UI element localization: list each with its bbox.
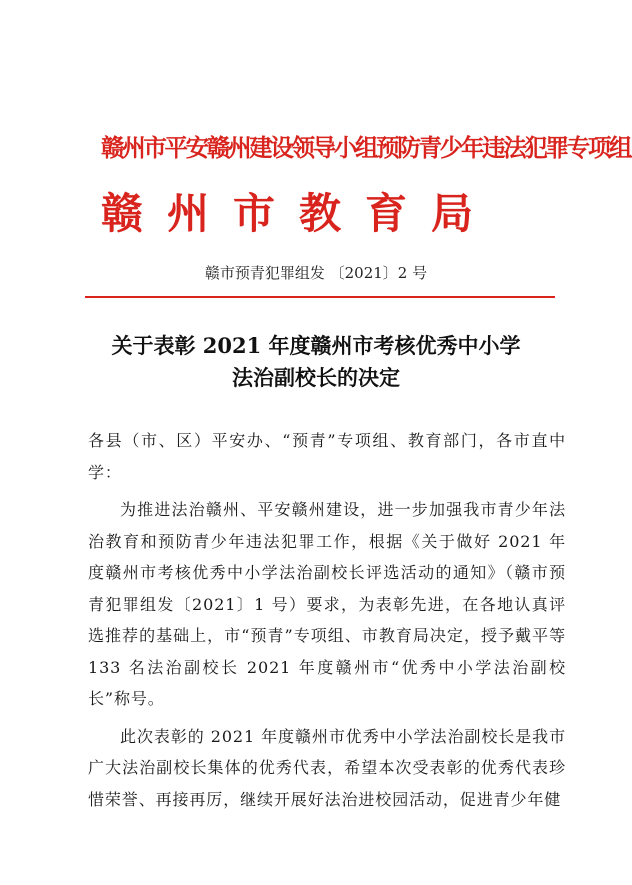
body-paragraph-1: 为推进法治赣州、平安赣州建设，进一步加强我市青少年法治教育和预防青少年违法犯罪工作，根据《关于做好 2021 年度赣州市考核优秀中小学法治副校长评选活动的通知》（赣市预青犯罪组发〔2021〕1 号）要求，为表彰先进，在各地认真评选推荐的基础上，市“预青”专项组、市教育局决定，授予戴平等 133 名法治副校长 2021 年度赣州市“优秀中小学法治副校长”称号。 bbox=[88, 500, 566, 708]
document-body bbox=[88, 425, 566, 821]
issuer-line-education-bureau: 赣州市教育局 bbox=[101, 189, 498, 238]
title-line-2: 法治副校长的决定 bbox=[232, 365, 400, 390]
title-line-1: 关于表彰 2021 年度赣州市考核优秀中小学 bbox=[111, 333, 521, 358]
issuer-line-joint-group: 赣州市平安赣州建设领导小组预防青少年违法犯罪专项组 bbox=[101, 134, 631, 162]
salutation: 各县（市、区）平安办、“预青”专项组、教育部门，各市直中学： bbox=[88, 431, 566, 482]
document-number: 赣市预青犯罪组发 〔2021〕2 号 bbox=[204, 264, 428, 282]
document-title bbox=[60, 330, 572, 394]
red-header-rule bbox=[85, 296, 555, 298]
body-paragraph-2: 此次表彰的 2021 年度赣州市优秀中小学法治副校长是我市广大法治副校长集体的优秀代表，希望本次受表彰的优秀代表珍惜荣誉、再接再厉，继续开展好法治进校园活动，促进青少年健 bbox=[88, 726, 566, 809]
